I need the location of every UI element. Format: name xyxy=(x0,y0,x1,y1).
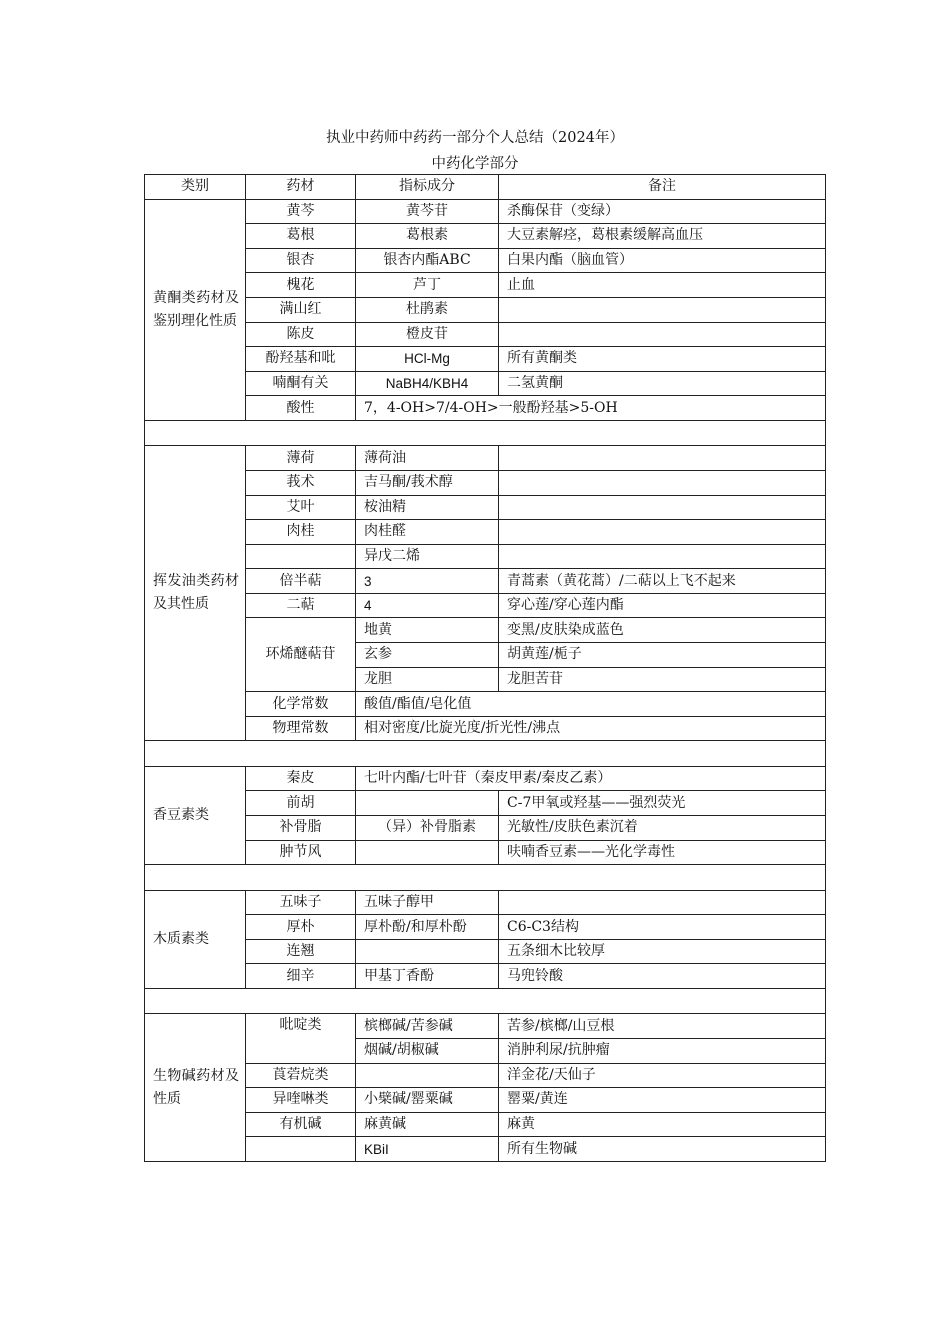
blank-row xyxy=(145,988,826,1013)
table-row xyxy=(145,199,826,224)
herb-cell xyxy=(246,544,356,569)
herb-cell: 连翘 xyxy=(246,939,356,964)
herb-cell: 莨菪烷类 xyxy=(246,1063,356,1088)
blank-cell xyxy=(145,988,826,1013)
note-cell: 洋金花/天仙子 xyxy=(499,1063,826,1088)
herb-cell: 满山红 xyxy=(246,297,356,322)
table-header-row xyxy=(145,175,826,200)
herb-cell: 黄芩 xyxy=(246,199,356,224)
note-cell: 所有黄酮类 xyxy=(499,347,826,372)
herb-chemistry-table xyxy=(144,174,826,1162)
chemical-constants: 酸值/酯值/皂化值 xyxy=(356,692,826,717)
note-cell xyxy=(499,544,826,569)
table-row xyxy=(145,224,826,249)
note-cell xyxy=(499,495,826,520)
component-cell: 桉油精 xyxy=(356,495,499,520)
table-row xyxy=(145,890,826,915)
component-cell xyxy=(356,791,499,816)
note-cell: 麻黄 xyxy=(499,1112,826,1137)
component-cell: 五味子醇甲 xyxy=(356,890,499,915)
herb-cell: 槐花 xyxy=(246,273,356,298)
table-row xyxy=(145,470,826,495)
component-cell: 橙皮苷 xyxy=(356,322,499,347)
note-cell: 大豆素解痉，葛根素缓解高血压 xyxy=(499,224,826,249)
header-category: 类别 xyxy=(145,175,246,200)
table-row xyxy=(145,939,826,964)
table-row xyxy=(145,915,826,940)
herb-cell: 补骨脂 xyxy=(246,816,356,841)
note-cell: 变黑/皮肤染成蓝色 xyxy=(499,618,826,643)
note-cell xyxy=(499,322,826,347)
component-cell: 小檗碱/罂粟碱 xyxy=(356,1088,499,1113)
component-cell: （异）补骨脂素 xyxy=(356,816,499,841)
herb-cell: 倍半萜 xyxy=(246,569,356,594)
header-component: 指标成分 xyxy=(356,175,499,200)
component-cell: 厚朴酚/和厚朴酚 xyxy=(356,915,499,940)
header-note: 备注 xyxy=(499,175,826,200)
table-row xyxy=(145,766,826,791)
note-cell: 青蒿素（黄花蒿）/二萜以上飞不起来 xyxy=(499,569,826,594)
note-cell xyxy=(499,470,826,495)
herb-cell: 葛根 xyxy=(246,224,356,249)
table-row xyxy=(145,446,826,471)
note-cell xyxy=(499,297,826,322)
component-cell: 甲基丁香酚 xyxy=(356,964,499,989)
note-cell: 五条细木比较厚 xyxy=(499,939,826,964)
header-herb: 药材 xyxy=(246,175,356,200)
component-cell xyxy=(356,939,499,964)
table-row xyxy=(145,248,826,273)
note-cell: 所有生物碱 xyxy=(499,1137,826,1162)
note-cell xyxy=(499,446,826,471)
component-cell: 玄参 xyxy=(356,643,499,668)
component-cell: 烟碱/胡椒碱 xyxy=(356,1038,499,1063)
component-cell: 异戊二烯 xyxy=(356,544,499,569)
table-row xyxy=(145,569,826,594)
component-cell: HCl-Mg xyxy=(356,347,499,372)
note-cell: C6-C3结构 xyxy=(499,915,826,940)
blank-row xyxy=(145,741,826,766)
herb-cell-iridoid: 环烯醚萜苷 xyxy=(246,618,356,692)
herb-cell: 物理常数 xyxy=(246,716,356,741)
component-cell: 地黄 xyxy=(356,618,499,643)
herb-cell: 细辛 xyxy=(246,964,356,989)
table-row xyxy=(145,322,826,347)
table-row xyxy=(145,791,826,816)
herb-cell: 化学常数 xyxy=(246,692,356,717)
herb-cell: 异喹啉类 xyxy=(246,1088,356,1113)
acidity-order: 7，4-OH>7/4-OH>一般酚羟基>5-OH xyxy=(356,396,826,421)
category-lignan: 木质素类 xyxy=(145,890,246,988)
component-cell: 麻黄碱 xyxy=(356,1112,499,1137)
blank-cell xyxy=(145,741,826,766)
note-cell: 白果内酯（脑血管） xyxy=(499,248,826,273)
herb-cell: 喃酮有关 xyxy=(246,371,356,396)
component-cell: 龙胆 xyxy=(356,667,499,692)
herb-cell: 艾叶 xyxy=(246,495,356,520)
blank-row xyxy=(145,865,826,890)
category-alkaloid: 生物碱药材及性质 xyxy=(145,1014,246,1162)
table-row xyxy=(145,347,826,372)
component-cell: KBiI xyxy=(356,1137,499,1162)
herb-cell: 前胡 xyxy=(246,791,356,816)
note-cell: 消肿利尿/抗肿瘤 xyxy=(499,1038,826,1063)
note-cell: C-7甲氧或羟基——强烈荧光 xyxy=(499,791,826,816)
note-cell: 穿心莲/穿心莲内酯 xyxy=(499,593,826,618)
component-cell: 肉桂醛 xyxy=(356,520,499,545)
herb-cell: 莪术 xyxy=(246,470,356,495)
note-cell: 杀酶保苷（变绿） xyxy=(499,199,826,224)
herb-cell: 酚羟基和吡 xyxy=(246,347,356,372)
table-row xyxy=(145,1063,826,1088)
table-row xyxy=(145,1088,826,1113)
component-cell: 槟榔碱/苦参碱 xyxy=(356,1014,499,1039)
category-flavonoid: 黄酮类药材及鉴别理化性质 xyxy=(145,199,246,420)
table-row xyxy=(145,495,826,520)
herb-cell: 厚朴 xyxy=(246,915,356,940)
table-row xyxy=(145,716,826,741)
table-row xyxy=(145,544,826,569)
component-cell: 葛根素 xyxy=(356,224,499,249)
table-row xyxy=(145,692,826,717)
note-cell: 呋喃香豆素——光化学毒性 xyxy=(499,840,826,865)
component-cell: NaBH4/KBH4 xyxy=(356,371,499,396)
component-cell: 黄芩苷 xyxy=(356,199,499,224)
component-cell: 薄荷油 xyxy=(356,446,499,471)
herb-cell-pyridine: 吡啶类 xyxy=(246,1014,356,1063)
note-cell xyxy=(499,520,826,545)
component-cell: 3 xyxy=(356,569,499,594)
table-row xyxy=(145,273,826,298)
note-cell: 龙胆苦苷 xyxy=(499,667,826,692)
category-volatile-oil: 挥发油类药材及其性质 xyxy=(145,446,246,741)
herb-cell: 陈皮 xyxy=(246,322,356,347)
blank-row xyxy=(145,420,826,445)
table-row xyxy=(145,1014,826,1039)
note-cell: 苦参/槟榔/山豆根 xyxy=(499,1014,826,1039)
component-cell: 芦丁 xyxy=(356,273,499,298)
blank-cell xyxy=(145,420,826,445)
component-cell: 杜鹃素 xyxy=(356,297,499,322)
component-cell: 七叶内酯/七叶苷（秦皮甲素/秦皮乙素） xyxy=(356,766,826,791)
section-subtitle: 中药化学部分 xyxy=(431,156,519,172)
note-cell: 止血 xyxy=(499,273,826,298)
note-cell: 马兜铃酸 xyxy=(499,964,826,989)
blank-cell xyxy=(145,865,826,890)
component-cell: 4 xyxy=(356,593,499,618)
table-row xyxy=(145,840,826,865)
herb-cell: 肉桂 xyxy=(246,520,356,545)
herb-cell: 五味子 xyxy=(246,890,356,915)
document-title: 执业中药师中药药一部分个人总结（2024年） xyxy=(326,130,624,146)
herb-cell xyxy=(246,1137,356,1162)
herb-cell: 银杏 xyxy=(246,248,356,273)
herb-cell: 酸性 xyxy=(246,396,356,421)
table-row xyxy=(145,1137,826,1162)
note-cell: 罂粟/黄连 xyxy=(499,1088,826,1113)
herb-cell: 二萜 xyxy=(246,593,356,618)
category-coumarin: 香豆素类 xyxy=(145,766,246,864)
table-row xyxy=(145,964,826,989)
table-row xyxy=(145,371,826,396)
note-cell: 二氢黄酮 xyxy=(499,371,826,396)
note-cell: 光敏性/皮肤色素沉着 xyxy=(499,816,826,841)
note-cell: 胡黄莲/栀子 xyxy=(499,643,826,668)
herb-cell: 有机碱 xyxy=(246,1112,356,1137)
herb-cell: 肿节风 xyxy=(246,840,356,865)
table-row xyxy=(145,593,826,618)
component-cell: 吉马酮/莪术醇 xyxy=(356,470,499,495)
physical-constants: 相对密度/比旋光度/折光性/沸点 xyxy=(356,716,826,741)
component-cell xyxy=(356,1063,499,1088)
table-row xyxy=(145,1112,826,1137)
table-row xyxy=(145,816,826,841)
herb-cell: 秦皮 xyxy=(246,766,356,791)
note-cell xyxy=(499,890,826,915)
table-row xyxy=(145,520,826,545)
table-row xyxy=(145,297,826,322)
table-row xyxy=(145,396,826,421)
component-cell xyxy=(356,840,499,865)
herb-cell: 薄荷 xyxy=(246,446,356,471)
component-cell: 银杏内酯ABC xyxy=(356,248,499,273)
table-row xyxy=(145,618,826,643)
